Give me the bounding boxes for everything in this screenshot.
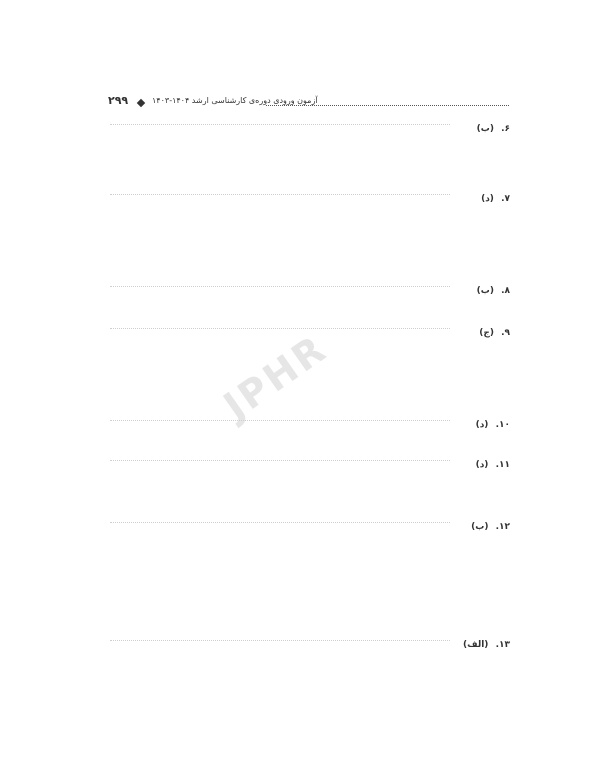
answer-explanation — [110, 420, 450, 428]
answer-explanation — [110, 640, 450, 648]
answer-explanation — [110, 286, 450, 294]
diamond-bullet-icon — [137, 99, 145, 107]
header-dotted-rule — [266, 105, 509, 106]
answer-choice: (ج) — [479, 328, 494, 338]
answer-explanation — [110, 460, 450, 468]
answer-explanation — [110, 328, 450, 336]
answer-number: ۱۳. — [495, 640, 510, 650]
answer-choice: (د) — [475, 460, 489, 470]
watermark: JPHR — [215, 325, 336, 429]
answer-explanation — [110, 194, 450, 202]
answer-head — [462, 124, 510, 134]
answer-head — [462, 328, 510, 338]
answer-explanation — [110, 124, 450, 132]
answer-choice: (ب) — [471, 522, 489, 532]
answer-number: ۱۱. — [495, 460, 510, 470]
answer-head — [462, 194, 510, 204]
answer-choice: (د) — [481, 194, 494, 204]
answer-choice: (ب) — [476, 124, 494, 134]
page-header — [108, 94, 509, 112]
answer-explanation — [110, 522, 450, 530]
answer-number: ۷. — [501, 194, 510, 204]
answer-number: ۹. — [501, 328, 510, 338]
page-title: آزمون ورودی دوره‌ی کارشناسی ارشد ۱۴۰۴-۱۴۰۳ — [152, 96, 318, 105]
answer-head — [462, 460, 510, 470]
answer-choice: (الف) — [463, 640, 489, 650]
answer-head — [462, 286, 510, 296]
answer-choice: (ب) — [476, 286, 494, 296]
answer-head — [462, 420, 510, 430]
answer-number: ۸. — [501, 286, 510, 296]
answer-choice: (د) — [475, 420, 489, 430]
answer-number: ۱۰. — [495, 420, 510, 430]
page-number: ۲۹۹ — [108, 94, 129, 107]
answer-number: ۱۲. — [495, 522, 510, 532]
answer-head — [462, 640, 510, 650]
answer-number: ۶. — [501, 124, 510, 134]
answer-head — [462, 522, 510, 532]
